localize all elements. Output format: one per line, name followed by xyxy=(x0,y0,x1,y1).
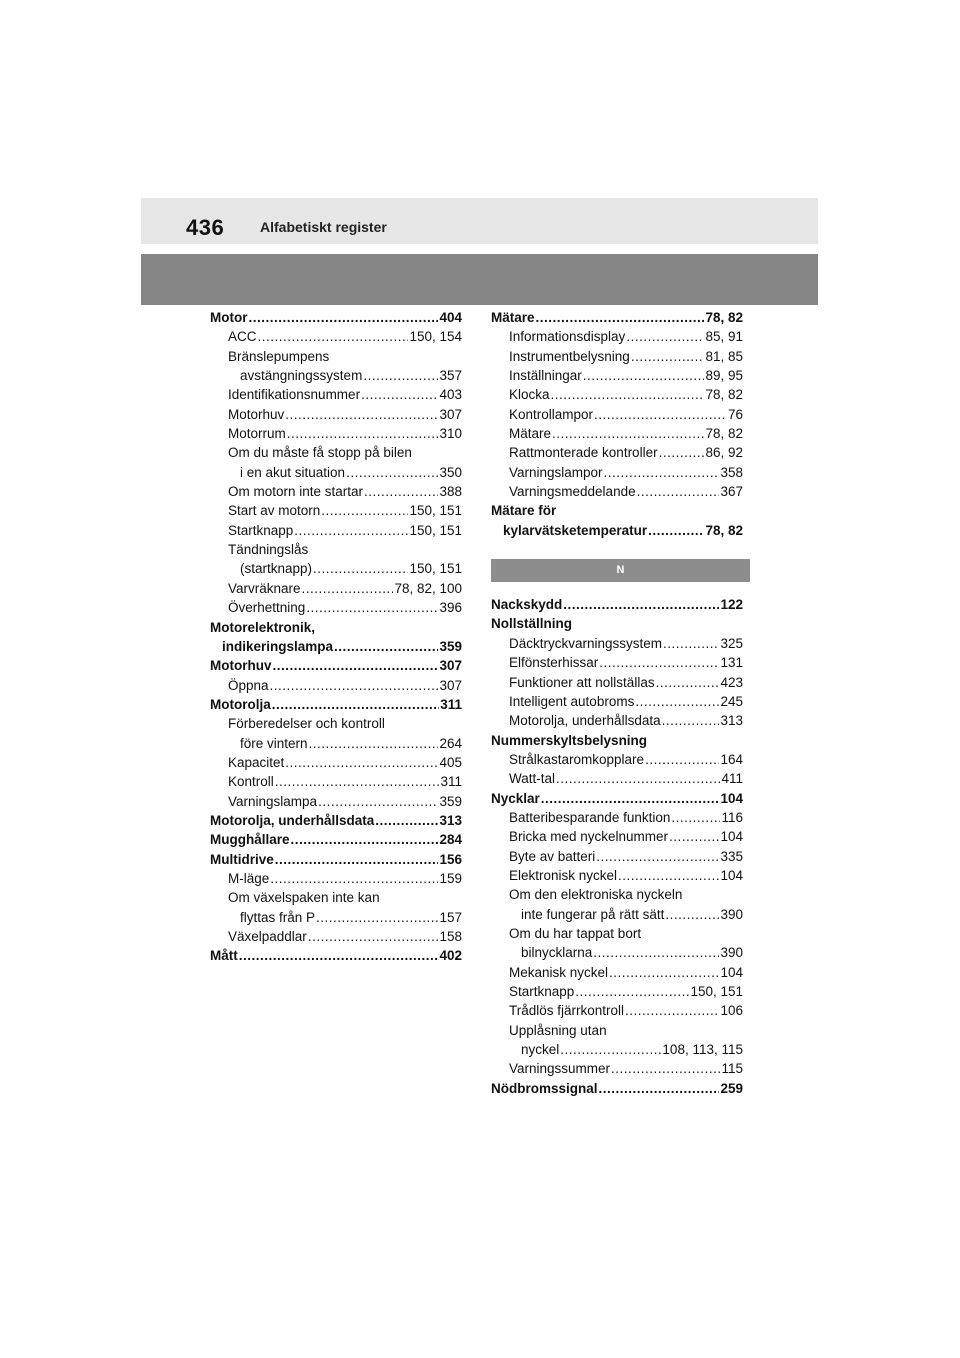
index-entry-text: Om växelspaken inte kan xyxy=(228,890,380,906)
index-entry xyxy=(491,347,743,366)
index-entry-pages: 313 xyxy=(439,812,462,828)
dot-leader xyxy=(671,808,720,827)
index-entry xyxy=(210,366,462,385)
index-entry xyxy=(491,1021,743,1040)
index-entry-pages: 359 xyxy=(439,793,462,809)
index-entry xyxy=(491,827,743,846)
index-entry-pages: 335 xyxy=(720,848,743,864)
index-entry xyxy=(210,695,462,714)
index-entry xyxy=(210,463,462,482)
index-entry-pages: 423 xyxy=(720,674,743,690)
index-entry xyxy=(491,521,743,540)
index-entry-pages: 157 xyxy=(439,909,462,925)
index-entry-pages: 158 xyxy=(439,929,462,944)
index-entry-text: i en akut situation xyxy=(240,464,346,480)
index-entry xyxy=(491,482,743,501)
index-entry-pages: 104 xyxy=(720,964,743,980)
index-entry xyxy=(210,714,462,733)
index-entry-pages: 311 xyxy=(440,696,462,712)
index-entry-text: M-läge xyxy=(228,870,270,886)
index-entry-text: Motorolja, underhållsdata xyxy=(210,812,375,828)
dot-leader xyxy=(596,847,719,866)
dot-leader xyxy=(273,656,439,675)
index-entry xyxy=(491,443,743,462)
index-entry-pages: 156 xyxy=(439,851,462,867)
dot-leader xyxy=(346,463,438,482)
index-entry-pages: 108, 113, 115 xyxy=(662,1042,743,1058)
index-entry-pages: 106 xyxy=(720,1003,743,1019)
index-entry-text: Motorhuv xyxy=(228,406,285,422)
index-entry-pages: 307 xyxy=(439,658,462,674)
index-entry-pages: 307 xyxy=(439,677,462,693)
index-entry-pages: 159 xyxy=(439,870,462,886)
index-entry xyxy=(491,405,743,424)
dot-leader xyxy=(583,366,705,385)
index-entry-text: Nummerskyltsbelysning xyxy=(491,732,648,748)
index-entry xyxy=(210,888,462,907)
dot-leader xyxy=(594,405,727,424)
dot-leader xyxy=(302,579,394,598)
dot-leader xyxy=(239,946,439,965)
index-entry xyxy=(210,927,462,946)
index-entry xyxy=(491,711,743,730)
index-entry xyxy=(491,866,743,885)
index-entry-pages: 131 xyxy=(720,655,743,671)
index-entry-pages: 245 xyxy=(720,693,743,709)
index-entry xyxy=(491,847,743,866)
dot-leader xyxy=(287,424,439,443)
index-entry xyxy=(210,792,462,811)
dot-leader xyxy=(604,463,720,482)
index-entry-text: Varvräknare xyxy=(228,580,301,596)
index-entry-text: Motorelektronik, xyxy=(210,619,316,635)
index-entry xyxy=(491,750,743,769)
index-entry xyxy=(210,559,462,578)
index-entry-pages: 311 xyxy=(440,774,462,790)
index-entry-text: Klocka xyxy=(509,387,550,403)
index-entry xyxy=(491,366,743,385)
dot-leader xyxy=(575,982,689,1001)
index-entry xyxy=(210,521,462,540)
index-entry-pages: 78, 82 xyxy=(705,387,743,403)
index-entry xyxy=(491,924,743,943)
section-banner xyxy=(141,254,818,305)
index-entry xyxy=(210,598,462,617)
index-entry-text: Om den elektroniska nyckeln xyxy=(509,887,683,903)
index-entry xyxy=(491,308,743,327)
index-entry xyxy=(491,1059,743,1078)
dot-leader xyxy=(662,711,720,730)
dot-leader xyxy=(663,634,719,653)
index-entry-text: Trådlös fjärrkontroll xyxy=(509,1003,625,1019)
index-entry-text: inte fungerar på rätt sätt xyxy=(521,906,665,922)
index-entry xyxy=(491,769,743,788)
index-entry-pages: 81, 85 xyxy=(705,348,743,364)
index-entry-pages: 405 xyxy=(439,754,462,770)
index-entry-pages: 150, 151 xyxy=(690,984,743,999)
index-entry-text: Växelpaddlar xyxy=(228,929,307,944)
index-entry-text: Kontroll xyxy=(228,774,274,790)
index-entry-pages: 86, 92 xyxy=(705,445,743,461)
index-entry-text: avstängningssystem xyxy=(240,368,363,384)
index-entry xyxy=(210,811,462,830)
index-entry-pages: 85, 91 xyxy=(705,329,743,345)
index-entry-text: Strålkastaromkopplare xyxy=(509,751,645,767)
index-entry-pages: 390 xyxy=(720,945,743,961)
index-entry-pages: 411 xyxy=(721,771,743,787)
dot-leader xyxy=(334,637,438,656)
dot-leader xyxy=(270,869,438,888)
dot-leader xyxy=(656,673,720,692)
index-entry-text: Upplåsning utan xyxy=(509,1022,607,1038)
index-entry xyxy=(210,385,462,404)
index-entry-pages: 78, 82, 100 xyxy=(394,580,462,596)
index-entry-pages: 307 xyxy=(439,406,462,422)
index-entry-text: Nollställning xyxy=(491,616,572,632)
index-entry-text: Motorhuv xyxy=(210,658,272,674)
index-entry xyxy=(210,637,462,656)
index-entry-pages: 150, 151 xyxy=(409,522,462,538)
index-entry-text: Varningslampor xyxy=(509,464,603,480)
index-entry-text: Startknapp xyxy=(509,984,575,999)
index-entry-pages: 78, 82 xyxy=(705,522,743,538)
index-entry-pages: 76 xyxy=(727,406,743,422)
index-entry-text: Startknapp xyxy=(228,522,294,538)
dot-leader xyxy=(648,521,704,540)
index-entry-pages: 310 xyxy=(439,426,462,442)
page-header-bar xyxy=(141,198,818,244)
index-entry xyxy=(491,885,743,904)
dot-leader xyxy=(308,927,439,946)
index-entry xyxy=(491,327,743,346)
index-entry-text: Start av motorn xyxy=(228,503,321,519)
index-entry xyxy=(210,579,462,598)
index-entry xyxy=(210,830,462,849)
index-entry-pages: 150, 151 xyxy=(409,503,462,519)
dot-leader xyxy=(625,1001,719,1020)
dot-leader xyxy=(375,811,438,830)
index-entry-text: Däcktryckvarningssystem xyxy=(509,635,663,651)
dot-leader xyxy=(275,850,439,869)
index-entry-pages: 358 xyxy=(720,464,743,480)
dot-leader xyxy=(275,772,440,791)
index-entry xyxy=(491,692,743,711)
index-entry-text: Funktioner att nollställas xyxy=(509,674,655,690)
index-column-right xyxy=(491,308,743,1098)
index-entry xyxy=(491,1001,743,1020)
index-entry-pages: 78, 82 xyxy=(705,310,743,325)
index-group-m xyxy=(491,308,743,540)
dot-leader xyxy=(361,385,438,404)
index-entry xyxy=(491,808,743,827)
dot-leader xyxy=(563,595,719,614)
index-entry xyxy=(491,424,743,443)
index-entry-pages: 164 xyxy=(720,751,743,767)
index-entry-text: Kontrollampor xyxy=(509,406,594,422)
dot-leader xyxy=(618,866,719,885)
dot-leader xyxy=(626,327,704,346)
index-entry xyxy=(491,789,743,808)
index-entry xyxy=(491,943,743,962)
index-entry-text: ACC xyxy=(228,329,257,345)
index-entry-text: Mått xyxy=(210,948,238,964)
index-entry-text: Varningssummer xyxy=(509,1061,611,1077)
dot-leader xyxy=(270,676,439,695)
index-entry-text: Om motorn inte startar xyxy=(228,484,364,500)
dot-leader xyxy=(364,482,438,501)
index-entry-text: Inställningar xyxy=(509,368,582,384)
index-entry xyxy=(210,347,462,366)
index-entry-pages: 388 xyxy=(439,484,462,500)
index-entry-text: Watt-tal xyxy=(509,771,556,787)
index-entry-pages: 78, 82 xyxy=(705,426,743,442)
index-entry xyxy=(491,905,743,924)
index-entry-text: Mekanisk nyckel xyxy=(509,964,609,980)
dot-leader xyxy=(637,482,720,501)
dot-leader xyxy=(536,308,705,327)
index-entry-text: Motorolja, underhållsdata xyxy=(509,713,661,729)
index-entry-text: Elfönsterhissar xyxy=(509,655,599,671)
index-entry xyxy=(210,753,462,772)
index-entry xyxy=(210,424,462,443)
index-entry-pages: 150, 154 xyxy=(409,329,462,345)
index-entry xyxy=(210,443,462,462)
dot-leader xyxy=(363,366,438,385)
index-entry-pages: 104 xyxy=(720,867,743,883)
index-group-n xyxy=(491,595,743,1098)
index-entry-text: Motorrum xyxy=(228,426,286,442)
index-entry-text: Om du måste få stopp på bilen xyxy=(228,445,412,461)
dot-leader xyxy=(318,792,438,811)
index-entry xyxy=(210,618,462,637)
index-entry-pages: 396 xyxy=(439,600,462,616)
index-entry-pages: 264 xyxy=(439,735,462,751)
index-entry xyxy=(491,385,743,404)
index-entry-text: Förberedelser och kontroll xyxy=(228,716,385,732)
dot-leader xyxy=(593,943,719,962)
index-column-left xyxy=(210,308,462,966)
dot-leader xyxy=(665,905,719,924)
index-entry xyxy=(210,946,462,965)
dot-leader xyxy=(599,653,719,672)
index-entry-text: Byte av batteri xyxy=(509,848,596,864)
index-entry-text: Nycklar xyxy=(491,790,540,806)
index-entry xyxy=(210,908,462,927)
index-entry xyxy=(210,869,462,888)
index-entry-text: Motorolja xyxy=(210,696,271,712)
index-entry-text: indikeringslampa xyxy=(222,638,334,654)
index-entry-text: bilnycklarna xyxy=(521,945,593,961)
index-entry xyxy=(491,463,743,482)
index-entry-pages: 402 xyxy=(439,948,462,964)
index-entry-pages: 259 xyxy=(720,1080,743,1096)
index-entry xyxy=(491,653,743,672)
index-entry xyxy=(491,982,743,1001)
page-number: 436 xyxy=(186,215,225,240)
dot-leader xyxy=(556,769,720,788)
index-entry-pages: 325 xyxy=(720,635,743,651)
index-entry xyxy=(491,501,743,520)
index-entry-pages: 104 xyxy=(720,790,743,806)
index-entry-text: Mugghållare xyxy=(210,832,290,848)
index-entry xyxy=(210,327,462,346)
index-entry-text: Intelligent autobroms xyxy=(509,693,635,709)
dot-leader xyxy=(249,308,439,327)
index-entry-text: Kapacitet xyxy=(228,754,285,770)
index-entry-pages: 359 xyxy=(439,638,462,654)
index-entry xyxy=(210,482,462,501)
index-entry xyxy=(491,1040,743,1059)
dot-leader xyxy=(552,424,704,443)
index-entry-text: Om du har tappat bort xyxy=(509,925,642,941)
index-entry xyxy=(210,772,462,791)
dot-leader xyxy=(285,753,438,772)
dot-leader xyxy=(316,908,438,927)
dot-leader xyxy=(291,830,439,849)
index-entry xyxy=(210,501,462,520)
dot-leader xyxy=(669,827,719,846)
index-entry-text: flyttas från P xyxy=(240,909,316,925)
index-entry-pages: 390 xyxy=(720,906,743,922)
index-entry-pages: 115 xyxy=(721,1061,743,1077)
dot-leader xyxy=(272,695,439,714)
index-entry-text: Nackskydd xyxy=(491,597,563,613)
index-entry-pages: 350 xyxy=(439,464,462,480)
index-entry xyxy=(210,540,462,559)
index-entry-pages: 104 xyxy=(720,829,743,845)
index-entry xyxy=(491,1079,743,1098)
index-entry-text: Multidrive xyxy=(210,851,274,867)
index-entry xyxy=(491,595,743,614)
dot-leader xyxy=(321,501,408,520)
index-entry-text: Mätare xyxy=(491,310,535,325)
index-entry-pages: 284 xyxy=(439,832,462,848)
dot-leader xyxy=(611,1059,720,1078)
index-entry-pages: 403 xyxy=(439,387,462,403)
dot-leader xyxy=(599,1079,720,1098)
index-entry-text: Mätare för xyxy=(491,503,557,519)
index-entry xyxy=(210,676,462,695)
index-entry-text: Öppna xyxy=(228,677,269,693)
index-entry-pages: 89, 95 xyxy=(705,368,743,384)
index-entry xyxy=(491,731,743,750)
dot-leader xyxy=(631,347,705,366)
dot-leader xyxy=(659,443,705,462)
index-entry-text: Instrumentbelysning xyxy=(509,348,630,364)
index-entry xyxy=(210,656,462,675)
index-entry xyxy=(210,850,462,869)
dot-leader xyxy=(560,1040,661,1059)
index-entry-text: Rattmonterade kontroller xyxy=(509,445,658,461)
dot-leader xyxy=(285,405,438,424)
index-entry-pages: 367 xyxy=(720,484,743,500)
index-entry xyxy=(491,614,743,633)
index-entry xyxy=(491,634,743,653)
index-entry-text: (startknapp) xyxy=(240,561,313,577)
index-entry-text: Nödbromssignal xyxy=(491,1080,598,1096)
index-entry-pages: 150, 151 xyxy=(409,561,462,577)
index-entry-text: Tändningslås xyxy=(228,542,309,558)
index-entry-pages: 122 xyxy=(720,597,743,613)
letter-heading-n: N xyxy=(491,559,750,582)
dot-leader xyxy=(306,598,438,617)
index-entry-text: före vintern xyxy=(240,735,308,751)
index-entry-text: Mätare xyxy=(509,426,552,442)
index-entry-text: Varningsmeddelande xyxy=(509,484,636,500)
index-entry-text: Överhettning xyxy=(228,600,306,616)
index-entry-pages: 116 xyxy=(721,809,743,825)
index-entry-text: Motor xyxy=(210,310,248,325)
index-entry-text: Batteribesparande funktion xyxy=(509,809,671,825)
index-entry xyxy=(491,673,743,692)
page-title: Alfabetiskt register xyxy=(260,219,387,235)
dot-leader xyxy=(635,692,719,711)
index-entry-pages: 404 xyxy=(439,310,462,325)
index-entry xyxy=(210,308,462,327)
dot-leader xyxy=(541,789,720,808)
index-entry-pages: 357 xyxy=(439,368,462,384)
index-entry-text: Identifikationsnummer xyxy=(228,387,361,403)
index-entry-text: nyckel xyxy=(521,1042,560,1058)
index-entry xyxy=(210,405,462,424)
index-entry-text: Bricka med nyckelnummer xyxy=(509,829,669,845)
dot-leader xyxy=(645,750,719,769)
index-entry-text: Elektronisk nyckel xyxy=(509,867,618,883)
index-entry-text: Bränslepumpens xyxy=(228,348,330,364)
dot-leader xyxy=(313,559,408,578)
index-entry-text: kylarvätsketemperatur xyxy=(503,522,648,538)
index-entry xyxy=(491,963,743,982)
index-entry-text: Varningslampa xyxy=(228,793,318,809)
dot-leader xyxy=(609,963,719,982)
index-entry-pages: 313 xyxy=(720,713,743,729)
dot-leader xyxy=(258,327,409,346)
dot-leader xyxy=(294,521,408,540)
dot-leader xyxy=(551,385,705,404)
index-entry-text: Informationsdisplay xyxy=(509,329,626,345)
index-entry xyxy=(210,734,462,753)
dot-leader xyxy=(309,734,439,753)
